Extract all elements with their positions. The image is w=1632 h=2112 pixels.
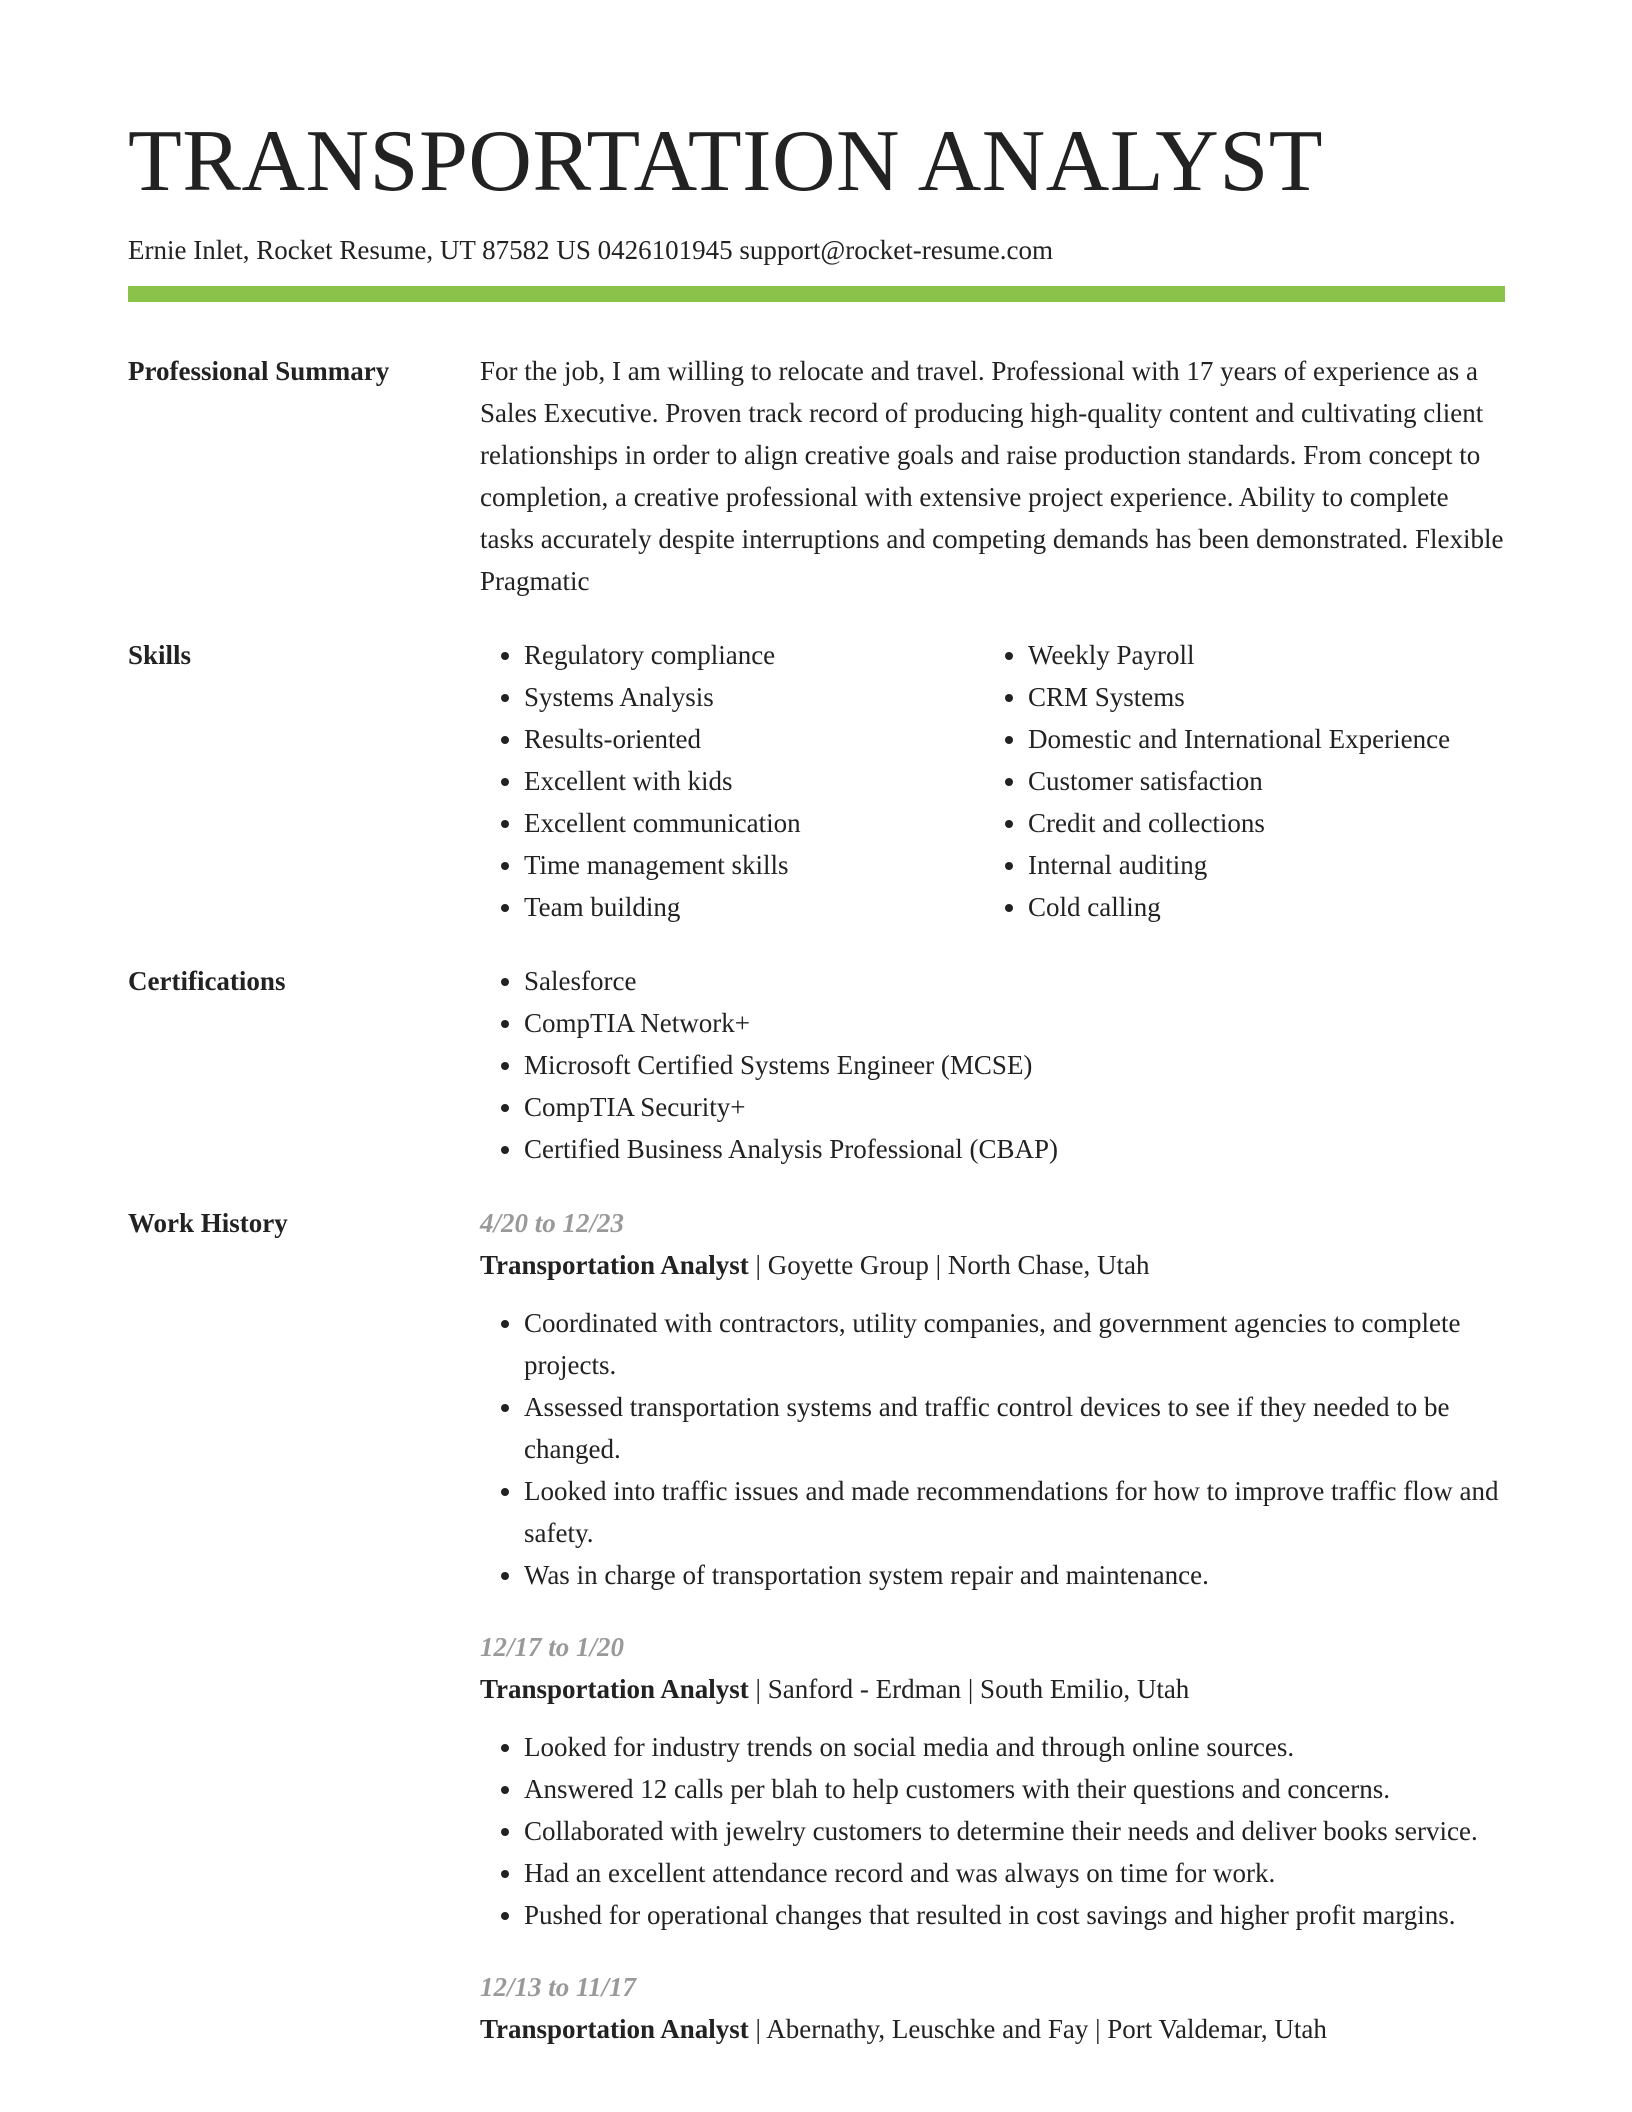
skill-item: • Results-oriented xyxy=(524,718,984,760)
job-duty: • Had an excellent attendance record and was always on time for work. xyxy=(524,1852,1505,1894)
skills-section xyxy=(128,634,1505,928)
skill-item: • Credit and collections xyxy=(1028,802,1488,844)
job-dates: 12/13 to 11/17 xyxy=(480,1972,637,2002)
job-duty: • Answered 12 calls per blah to help customers with their questions and concerns. xyxy=(524,1768,1505,1810)
job-entry xyxy=(480,1202,1505,1596)
certifications-heading: Certifications xyxy=(128,966,286,996)
skills-list-right xyxy=(984,634,1488,928)
skill-item: • Systems Analysis xyxy=(524,676,984,718)
job-employer-location: | Abernathy, Leuschke and Fay | Port Valdemar, Utah xyxy=(748,2014,1327,2044)
job-title-line xyxy=(480,1244,1505,1286)
certifications-section xyxy=(128,960,1505,1170)
job-dates: 12/17 to 1/20 xyxy=(480,1632,625,1662)
job-duty: • Looked for industry trends on social media and through online sources. xyxy=(524,1726,1505,1768)
job-duty: • Assessed transportation systems and traffic control devices to see if they needed to be changed. xyxy=(524,1386,1505,1470)
summary-section xyxy=(128,350,1505,602)
certification-item: • Microsoft Certified Systems Engineer (MCSE) xyxy=(524,1044,1505,1086)
skill-item: • Time management skills xyxy=(524,844,984,886)
job-dates: 4/20 to 12/23 xyxy=(480,1208,625,1238)
accent-divider xyxy=(128,286,1505,302)
job-duty: • Looked into traffic issues and made recommendations for how to improve traffic flow and safety. xyxy=(524,1470,1505,1554)
job-entry xyxy=(480,1966,1505,2050)
certification-item: • Salesforce xyxy=(524,960,1505,1002)
skill-item: • Weekly Payroll xyxy=(1028,634,1488,676)
job-duties-list xyxy=(480,1726,1505,1936)
job-title-line xyxy=(480,1668,1505,1710)
certification-item: • CompTIA Security+ xyxy=(524,1086,1505,1128)
skill-item: • Domestic and International Experience xyxy=(1028,718,1488,760)
skill-item: • Internal auditing xyxy=(1028,844,1488,886)
skill-item: • Excellent communication xyxy=(524,802,984,844)
skill-item: • CRM Systems xyxy=(1028,676,1488,718)
skill-item: • Cold calling xyxy=(1028,886,1488,928)
work-history-section xyxy=(128,1202,1505,2066)
certification-item: • CompTIA Network+ xyxy=(524,1002,1505,1044)
job-role: Transportation Analyst xyxy=(480,2014,749,2044)
job-employer-location: | Goyette Group | North Chase, Utah xyxy=(748,1250,1150,1280)
job-title-line xyxy=(480,2008,1505,2050)
certification-item: • Certified Business Analysis Professional (CBAP) xyxy=(524,1128,1505,1170)
work-history-heading: Work History xyxy=(128,1208,288,1238)
job-duty: • Collaborated with jewelry customers to determine their needs and deliver books service. xyxy=(524,1810,1505,1852)
job-duties-list xyxy=(480,1302,1505,1596)
skill-item: • Excellent with kids xyxy=(524,760,984,802)
summary-text: For the job, I am willing to relocate and travel. Professional with 17 years of experience as a Sales Executive. Proven track record of producing high-quality content and cultivating client relationships in order to align creative goals and raise production standards. From concept to completion, a creative professional with extensive project experience. Ability to complete tasks accurately despite interruptions and competing demands has been demonstrated. Flexible Pragmatic xyxy=(480,356,1504,596)
skills-heading: Skills xyxy=(128,640,192,670)
resume-title: TRANSPORTATION ANALYST xyxy=(128,113,1324,210)
job-duty: • Pushed for operational changes that resulted in cost savings and higher profit margins. xyxy=(524,1894,1505,1936)
contact-line: Ernie Inlet, Rocket Resume, UT 87582 US 0426101945 support@rocket-resume.com xyxy=(128,235,1053,265)
job-duty: • Was in charge of transportation system repair and maintenance. xyxy=(524,1554,1505,1596)
skill-item: • Team building xyxy=(524,886,984,928)
summary-heading: Professional Summary xyxy=(128,356,390,386)
job-entry xyxy=(480,1626,1505,1936)
skill-item: • Customer satisfaction xyxy=(1028,760,1488,802)
job-role: Transportation Analyst xyxy=(480,1250,749,1280)
certifications-list xyxy=(480,960,1505,1170)
skill-item: • Regulatory compliance xyxy=(524,634,984,676)
job-employer-location: | Sanford - Erdman | South Emilio, Utah xyxy=(748,1674,1190,1704)
job-role: Transportation Analyst xyxy=(480,1674,749,1704)
skills-list-left xyxy=(480,634,984,928)
job-duty: • Coordinated with contractors, utility companies, and government agencies to complete projects. xyxy=(524,1302,1505,1386)
